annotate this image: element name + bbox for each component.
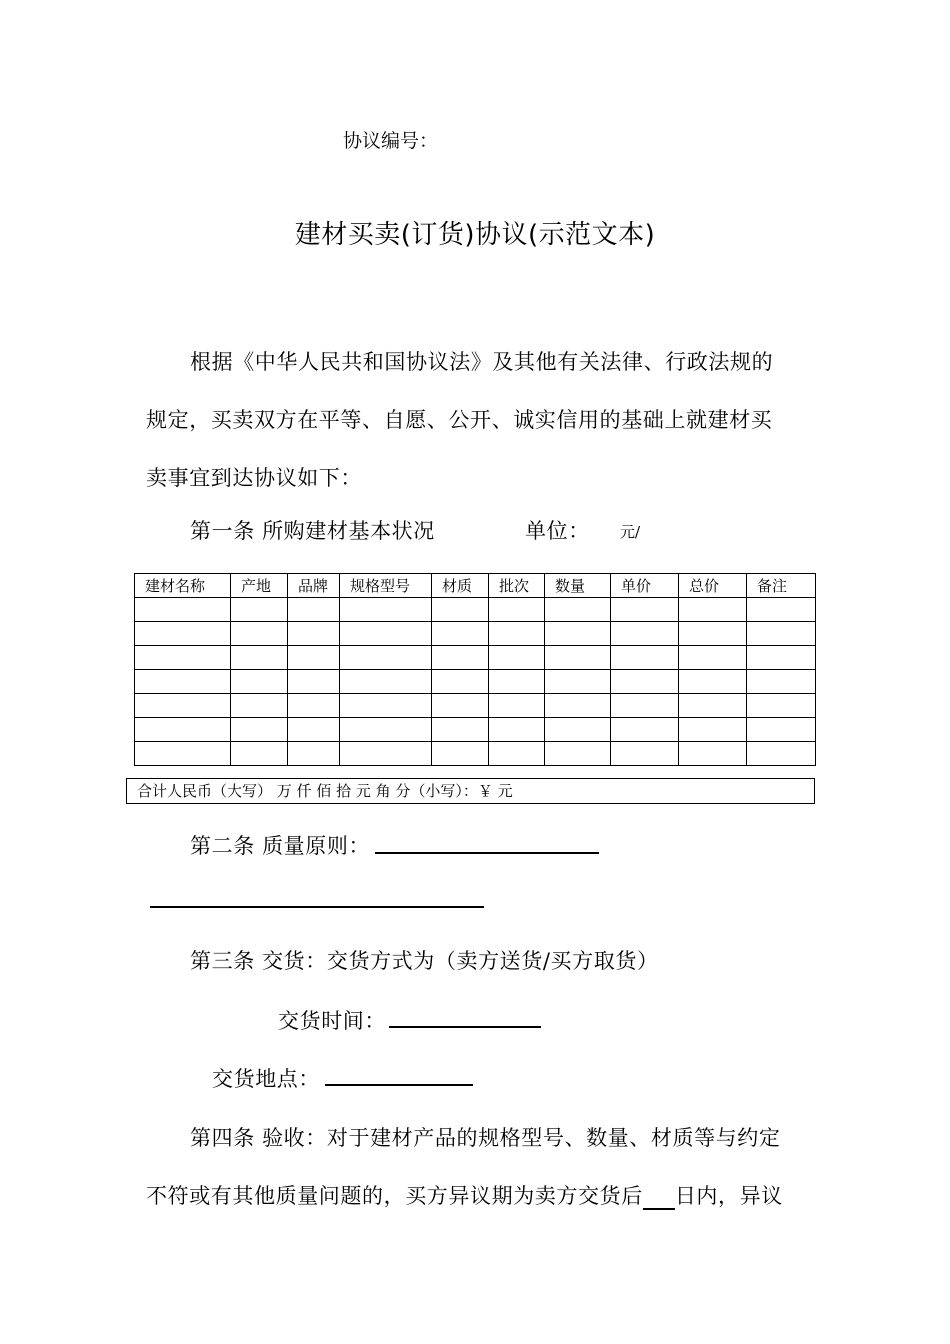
table-cell: [432, 694, 489, 718]
table-cell: [679, 694, 747, 718]
delivery-time-blank-line: [389, 1026, 541, 1028]
table-cell: [611, 598, 679, 622]
table-cell: [545, 694, 611, 718]
table-cell: [340, 598, 432, 622]
article-4-line-1: 第四条 验收：对于建材产品的规格型号、数量、材质等与约定: [190, 1126, 781, 1150]
article-3-heading: 第三条 交货：交货方式为（卖方送货/买方取货）: [190, 949, 659, 973]
delivery-place-blank-line: [325, 1084, 473, 1086]
table-cell: [611, 622, 679, 646]
table-row: [135, 742, 816, 766]
preamble-line-2: 规定，买卖双方在平等、自愿、公开、诚实信用的基础上就建材买: [146, 408, 773, 432]
table-cell: [231, 622, 288, 646]
unit-value: 元/: [620, 523, 641, 541]
table-cell: [432, 718, 489, 742]
table-header-row: [135, 574, 816, 598]
table-cell: [340, 694, 432, 718]
table-cell: [747, 598, 816, 622]
table-cell: [545, 742, 611, 766]
table-cell: [231, 646, 288, 670]
quality-principle-blank-line: [375, 852, 599, 854]
table-cell: [545, 718, 611, 742]
table-cell: [489, 622, 545, 646]
column-header: 品牌: [288, 574, 340, 598]
table-cell: [288, 718, 340, 742]
table-cell: [611, 694, 679, 718]
table-cell: [135, 598, 231, 622]
quality-principle-continuation-line: [150, 906, 484, 908]
article-1-heading: 第一条 所购建材基本状况: [190, 519, 435, 543]
table-cell: [135, 718, 231, 742]
document-title: 建材买卖(订货)协议(示范文本): [294, 220, 656, 250]
table-cell: [489, 670, 545, 694]
table-cell: [545, 670, 611, 694]
table-cell: [288, 598, 340, 622]
column-header: 建材名称: [135, 574, 231, 598]
preamble-line-1: 根据《中华人民共和国协议法》及其他有关法律、行政法规的: [190, 350, 774, 374]
article-4-line-2: [146, 1180, 783, 1210]
column-header: 单价: [611, 574, 679, 598]
table-cell: [340, 646, 432, 670]
table-cell: [489, 694, 545, 718]
table-cell: [340, 622, 432, 646]
column-header: 总价: [679, 574, 747, 598]
table-cell: [489, 718, 545, 742]
unit-label: 单位：: [525, 519, 590, 543]
table-cell: [489, 742, 545, 766]
table-cell: [135, 694, 231, 718]
table-cell: [747, 646, 816, 670]
table-cell: [679, 598, 747, 622]
table-cell: [611, 670, 679, 694]
table-cell: [747, 694, 816, 718]
column-header: 产地: [231, 574, 288, 598]
table-cell: [545, 622, 611, 646]
table-row: [135, 670, 816, 694]
table-cell: [432, 646, 489, 670]
table-row: [135, 598, 816, 622]
table-cell: [340, 742, 432, 766]
column-header: 材质: [432, 574, 489, 598]
table-row: [135, 622, 816, 646]
table-cell: [288, 742, 340, 766]
table-cell: [545, 598, 611, 622]
table-cell: [611, 718, 679, 742]
table-cell: [747, 670, 816, 694]
article-4-text-after-blank: 日内，异议: [674, 1184, 783, 1208]
table-cell: [489, 598, 545, 622]
table-cell: [340, 670, 432, 694]
table-cell: [135, 670, 231, 694]
article-4-text-before-blank: 不符或有其他质量问题的，买方异议期为卖方交货后: [146, 1184, 643, 1208]
column-header: 规格型号: [340, 574, 432, 598]
column-header: 数量: [545, 574, 611, 598]
table-cell: [679, 622, 747, 646]
table-cell: [747, 622, 816, 646]
table-cell: [231, 598, 288, 622]
table-row: [135, 718, 816, 742]
table-cell: [747, 718, 816, 742]
table-cell: [288, 646, 340, 670]
table-cell: [288, 622, 340, 646]
table-cell: [679, 718, 747, 742]
table-cell: [545, 646, 611, 670]
table-cell: [231, 718, 288, 742]
delivery-time-label: 交货时间：: [278, 1009, 386, 1033]
table-cell: [432, 622, 489, 646]
table-cell: [489, 646, 545, 670]
preamble-line-3: 卖事宜到达协议如下：: [146, 466, 362, 490]
table-cell: [611, 742, 679, 766]
column-header: 备注: [747, 574, 816, 598]
table-cell: [747, 742, 816, 766]
delivery-place-label: 交货地点：: [212, 1067, 320, 1091]
table-cell: [432, 742, 489, 766]
table-cell: [231, 694, 288, 718]
table-cell: [231, 742, 288, 766]
table-cell: [679, 646, 747, 670]
table-cell: [432, 670, 489, 694]
table-cell: [432, 598, 489, 622]
materials-table: [134, 573, 816, 766]
table-cell: [288, 694, 340, 718]
table-cell: [611, 646, 679, 670]
total-amount-row: 合计人民币（大写） 万 仟 佰 拾 元 角 分（小写）：￥ 元: [126, 778, 815, 804]
table-cell: [135, 646, 231, 670]
column-header: 批次: [489, 574, 545, 598]
table-cell: [340, 718, 432, 742]
agreement-number-label: 协议编号：: [343, 130, 439, 152]
table-row: [135, 694, 816, 718]
table-cell: [135, 622, 231, 646]
table-row: [135, 646, 816, 670]
table-cell: [679, 742, 747, 766]
table-cell: [288, 670, 340, 694]
table-cell: [231, 670, 288, 694]
objection-days-blank: [643, 1188, 675, 1210]
table-cell: [135, 742, 231, 766]
table-cell: [679, 670, 747, 694]
article-2-heading: 第二条 质量原则：: [190, 834, 371, 858]
